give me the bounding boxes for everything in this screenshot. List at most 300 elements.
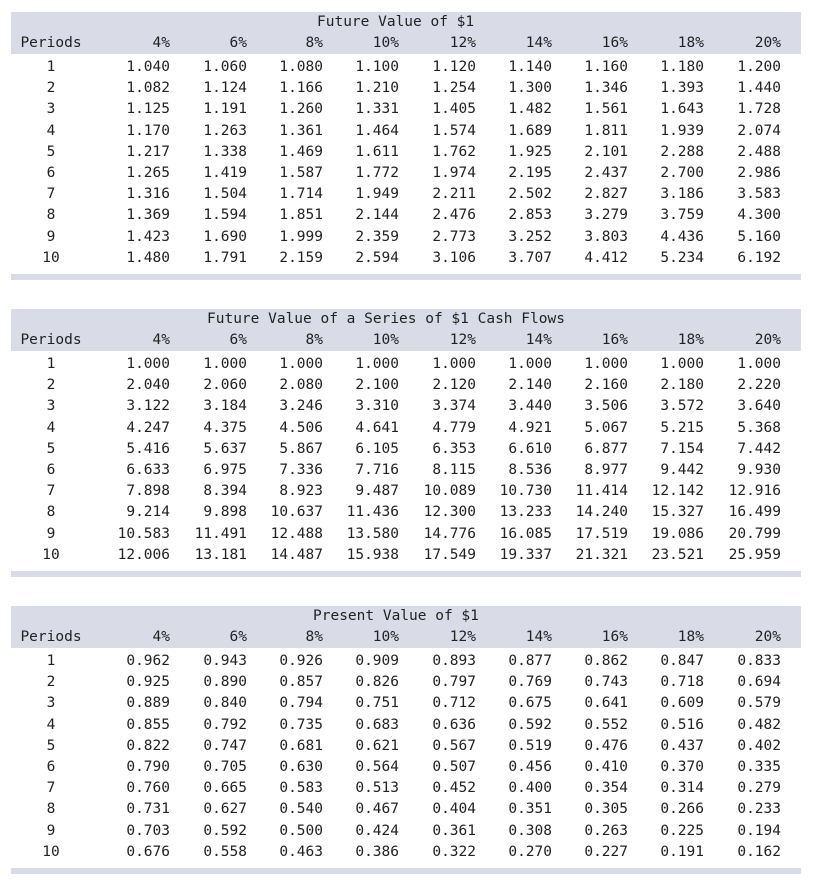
table-row bbox=[11, 395, 801, 416]
table-row bbox=[11, 523, 801, 544]
period-cell: 1 bbox=[46, 653, 56, 669]
value-cell: 1.338 bbox=[203, 143, 247, 160]
value-cell: 0.558 bbox=[203, 843, 247, 860]
value-cell: 5.067 bbox=[584, 419, 628, 436]
table-row bbox=[11, 183, 801, 204]
value-cell: 14.776 bbox=[423, 525, 476, 542]
value-cell: 0.833 bbox=[737, 653, 781, 669]
value-cell: 0.703 bbox=[126, 822, 170, 839]
value-cell: 2.101 bbox=[584, 143, 628, 160]
value-cell: 1.082 bbox=[126, 80, 170, 97]
value-cell: 1.728 bbox=[737, 101, 781, 118]
table-row bbox=[11, 544, 801, 565]
table-row bbox=[11, 162, 801, 183]
period-cell: 1 bbox=[46, 356, 56, 372]
value-cell: 3.583 bbox=[737, 186, 781, 203]
value-cell: 1.166 bbox=[279, 80, 323, 97]
value-cell: 1.561 bbox=[584, 101, 628, 118]
value-cell: 0.943 bbox=[203, 653, 247, 669]
value-cell: 5.215 bbox=[660, 419, 704, 436]
period-cell: 7 bbox=[46, 780, 56, 797]
value-cell: 12.916 bbox=[728, 483, 781, 500]
value-cell: 0.676 bbox=[126, 843, 170, 860]
rate-header: 8% bbox=[305, 35, 323, 51]
value-cell: 0.279 bbox=[737, 780, 781, 797]
value-cell: 0.162 bbox=[737, 843, 781, 860]
value-cell: 4.247 bbox=[126, 419, 170, 436]
value-cell: 0.718 bbox=[660, 674, 704, 691]
value-cell: 12.006 bbox=[117, 546, 170, 563]
value-cell: 1.316 bbox=[126, 186, 170, 203]
value-cell: 6.353 bbox=[432, 440, 476, 457]
value-cell: 16.085 bbox=[499, 525, 552, 542]
value-cell: 1.140 bbox=[508, 59, 552, 75]
value-cell: 0.519 bbox=[508, 737, 552, 754]
value-cell: 1.060 bbox=[203, 59, 247, 75]
value-cell: 1.331 bbox=[355, 101, 399, 118]
value-cell: 5.368 bbox=[737, 419, 781, 436]
value-cell: 20.799 bbox=[728, 525, 781, 542]
table-row bbox=[11, 735, 801, 756]
value-cell: 0.227 bbox=[584, 843, 628, 860]
table-title bbox=[11, 12, 801, 32]
value-cell: 8.115 bbox=[432, 461, 476, 478]
value-cell: 1.260 bbox=[279, 101, 323, 118]
period-cell: 6 bbox=[46, 461, 56, 478]
value-cell: 2.288 bbox=[660, 143, 704, 160]
rate-header: 20% bbox=[754, 332, 781, 348]
value-cell: 2.502 bbox=[508, 186, 552, 203]
period-cell: 7 bbox=[46, 483, 56, 500]
period-cell: 3 bbox=[46, 398, 56, 415]
value-cell: 1.594 bbox=[203, 207, 247, 224]
table-row bbox=[11, 777, 801, 798]
value-cell: 17.549 bbox=[423, 546, 476, 563]
value-cell: 0.731 bbox=[126, 801, 170, 818]
value-cell: 1.480 bbox=[126, 249, 170, 266]
rate-header: 8% bbox=[305, 629, 323, 645]
value-cell: 4.779 bbox=[432, 419, 476, 436]
rate-header: 6% bbox=[229, 332, 247, 348]
value-cell: 9.442 bbox=[660, 461, 704, 478]
value-cell: 0.857 bbox=[279, 674, 323, 691]
value-cell: 1.000 bbox=[355, 356, 399, 372]
value-cell: 11.491 bbox=[194, 525, 247, 542]
value-cell: 0.513 bbox=[355, 780, 399, 797]
period-cell: 7 bbox=[46, 186, 56, 203]
value-cell: 1.124 bbox=[203, 80, 247, 97]
value-cell: 12.300 bbox=[423, 504, 476, 521]
period-cell: 6 bbox=[46, 758, 56, 775]
value-cell: 5.160 bbox=[737, 228, 781, 245]
value-cell: 1.000 bbox=[279, 356, 323, 372]
value-cell: 25.959 bbox=[728, 546, 781, 563]
value-cell: 1.405 bbox=[432, 101, 476, 118]
value-cell: 1.925 bbox=[508, 143, 552, 160]
value-cell: 6.877 bbox=[584, 440, 628, 457]
value-cell: 2.437 bbox=[584, 164, 628, 181]
value-cell: 1.423 bbox=[126, 228, 170, 245]
value-cell: 1.689 bbox=[508, 122, 552, 139]
value-cell: 0.516 bbox=[660, 716, 704, 733]
value-cell: 0.855 bbox=[126, 716, 170, 733]
value-cell: 0.592 bbox=[508, 716, 552, 733]
value-cell: 0.191 bbox=[660, 843, 704, 860]
value-cell: 9.930 bbox=[737, 461, 781, 478]
value-cell: 1.643 bbox=[660, 101, 704, 118]
value-cell: 0.641 bbox=[584, 695, 628, 712]
value-cell: 14.487 bbox=[270, 546, 323, 563]
value-cell: 0.712 bbox=[432, 695, 476, 712]
rate-header: 4% bbox=[152, 332, 170, 348]
value-cell: 0.609 bbox=[660, 695, 704, 712]
value-cell: 0.840 bbox=[203, 695, 247, 712]
periods-header: Periods bbox=[20, 629, 82, 645]
value-cell: 3.572 bbox=[660, 398, 704, 415]
value-cell: 0.862 bbox=[584, 653, 628, 669]
value-cell: 1.191 bbox=[203, 101, 247, 118]
value-cell: 2.986 bbox=[737, 164, 781, 181]
value-cell: 17.519 bbox=[575, 525, 628, 542]
value-cell: 14.240 bbox=[575, 504, 628, 521]
period-cell: 2 bbox=[46, 674, 56, 691]
value-cell: 1.361 bbox=[279, 122, 323, 139]
period-cell: 8 bbox=[46, 504, 56, 521]
table-row bbox=[11, 204, 801, 225]
value-cell: 0.583 bbox=[279, 780, 323, 797]
value-cell: 0.322 bbox=[432, 843, 476, 860]
value-cell: 0.760 bbox=[126, 780, 170, 797]
value-cell: 3.122 bbox=[126, 398, 170, 415]
present-value-table bbox=[11, 606, 801, 874]
value-cell: 6.105 bbox=[355, 440, 399, 457]
header-row bbox=[11, 329, 801, 351]
table-row bbox=[11, 56, 801, 77]
value-cell: 12.142 bbox=[651, 483, 704, 500]
value-cell: 3.640 bbox=[737, 398, 781, 415]
value-cell: 1.180 bbox=[660, 59, 704, 75]
value-cell: 0.890 bbox=[203, 674, 247, 691]
rate-header: 20% bbox=[754, 35, 781, 51]
value-cell: 8.923 bbox=[279, 483, 323, 500]
value-cell: 0.751 bbox=[355, 695, 399, 712]
value-cell: 1.000 bbox=[203, 356, 247, 372]
value-cell: 2.140 bbox=[508, 377, 552, 394]
value-cell: 10.637 bbox=[270, 504, 323, 521]
value-cell: 0.404 bbox=[432, 801, 476, 818]
value-cell: 0.705 bbox=[203, 758, 247, 775]
value-cell: 7.336 bbox=[279, 461, 323, 478]
value-cell: 1.160 bbox=[584, 59, 628, 75]
period-cell: 10 bbox=[42, 546, 60, 563]
value-cell: 21.321 bbox=[575, 546, 628, 563]
value-cell: 0.579 bbox=[737, 695, 781, 712]
value-cell: 2.220 bbox=[737, 377, 781, 394]
rate-header: 18% bbox=[677, 332, 704, 348]
value-cell: 7.154 bbox=[660, 440, 704, 457]
value-cell: 0.482 bbox=[737, 716, 781, 733]
value-cell: 1.811 bbox=[584, 122, 628, 139]
value-cell: 2.160 bbox=[584, 377, 628, 394]
period-cell: 2 bbox=[46, 80, 56, 97]
value-cell: 1.772 bbox=[355, 164, 399, 181]
period-cell: 9 bbox=[46, 525, 56, 542]
table-row bbox=[11, 671, 801, 692]
value-cell: 0.630 bbox=[279, 758, 323, 775]
value-cell: 2.195 bbox=[508, 164, 552, 181]
value-cell: 3.106 bbox=[432, 249, 476, 266]
value-cell: 3.803 bbox=[584, 228, 628, 245]
value-cell: 0.909 bbox=[355, 653, 399, 669]
period-cell: 2 bbox=[46, 377, 56, 394]
value-cell: 1.254 bbox=[432, 80, 476, 97]
value-cell: 1.000 bbox=[584, 356, 628, 372]
periods-header: Periods bbox=[20, 332, 82, 348]
table-row bbox=[11, 98, 801, 119]
value-cell: 1.469 bbox=[279, 143, 323, 160]
rate-header: 6% bbox=[229, 35, 247, 51]
value-cell: 13.580 bbox=[346, 525, 399, 542]
period-cell: 8 bbox=[46, 801, 56, 818]
value-cell: 3.440 bbox=[508, 398, 552, 415]
value-cell: 1.125 bbox=[126, 101, 170, 118]
value-cell: 13.233 bbox=[499, 504, 552, 521]
value-cell: 0.225 bbox=[660, 822, 704, 839]
table-row bbox=[11, 247, 801, 268]
value-cell: 1.120 bbox=[432, 59, 476, 75]
table-title-text: Future Value of $1 bbox=[317, 14, 475, 30]
value-cell: 11.436 bbox=[346, 504, 399, 521]
value-cell: 1.200 bbox=[737, 59, 781, 75]
table-row bbox=[11, 756, 801, 777]
value-cell: 2.700 bbox=[660, 164, 704, 181]
value-cell: 1.170 bbox=[126, 122, 170, 139]
value-cell: 12.488 bbox=[270, 525, 323, 542]
value-cell: 1.440 bbox=[737, 80, 781, 97]
value-cell: 0.402 bbox=[737, 737, 781, 754]
value-cell: 0.797 bbox=[432, 674, 476, 691]
value-cell: 0.794 bbox=[279, 695, 323, 712]
value-cell: 0.424 bbox=[355, 822, 399, 839]
value-cell: 11.414 bbox=[575, 483, 628, 500]
value-cell: 0.467 bbox=[355, 801, 399, 818]
rate-header: 12% bbox=[449, 35, 476, 51]
rate-header: 10% bbox=[372, 35, 399, 51]
value-cell: 0.747 bbox=[203, 737, 247, 754]
value-cell: 0.463 bbox=[279, 843, 323, 860]
future-value-table bbox=[11, 12, 801, 280]
period-cell: 10 bbox=[42, 249, 60, 266]
period-cell: 3 bbox=[46, 695, 56, 712]
rate-header: 10% bbox=[372, 629, 399, 645]
value-cell: 0.354 bbox=[584, 780, 628, 797]
value-cell: 1.762 bbox=[432, 143, 476, 160]
value-cell: 0.194 bbox=[737, 822, 781, 839]
table-row bbox=[11, 501, 801, 522]
rate-header: 14% bbox=[525, 629, 552, 645]
table-divider bbox=[11, 274, 801, 280]
rate-header: 16% bbox=[601, 35, 628, 51]
value-cell: 0.361 bbox=[432, 822, 476, 839]
value-cell: 2.144 bbox=[355, 207, 399, 224]
rate-header: 12% bbox=[449, 332, 476, 348]
value-cell: 7.442 bbox=[737, 440, 781, 457]
table-row bbox=[11, 417, 801, 438]
value-cell: 9.214 bbox=[126, 504, 170, 521]
value-cell: 0.314 bbox=[660, 780, 704, 797]
period-cell: 5 bbox=[46, 440, 56, 457]
table-title bbox=[11, 606, 801, 626]
value-cell: 1.000 bbox=[432, 356, 476, 372]
value-cell: 6.192 bbox=[737, 249, 781, 266]
value-cell: 3.759 bbox=[660, 207, 704, 224]
value-cell: 0.400 bbox=[508, 780, 552, 797]
value-cell: 1.265 bbox=[126, 164, 170, 181]
value-cell: 2.853 bbox=[508, 207, 552, 224]
value-cell: 9.487 bbox=[355, 483, 399, 500]
period-cell: 6 bbox=[46, 164, 56, 181]
value-cell: 1.851 bbox=[279, 207, 323, 224]
value-cell: 0.925 bbox=[126, 674, 170, 691]
rate-header: 4% bbox=[152, 629, 170, 645]
value-cell: 1.000 bbox=[126, 356, 170, 372]
period-cell: 9 bbox=[46, 228, 56, 245]
value-cell: 3.506 bbox=[584, 398, 628, 415]
table-row bbox=[11, 141, 801, 162]
value-cell: 3.184 bbox=[203, 398, 247, 415]
value-cell: 5.234 bbox=[660, 249, 704, 266]
value-cell: 0.437 bbox=[660, 737, 704, 754]
value-cell: 0.847 bbox=[660, 653, 704, 669]
value-cell: 1.210 bbox=[355, 80, 399, 97]
table-row bbox=[11, 841, 801, 862]
value-cell: 2.211 bbox=[432, 186, 476, 203]
period-cell: 10 bbox=[42, 843, 60, 860]
value-cell: 1.217 bbox=[126, 143, 170, 160]
value-cell: 2.488 bbox=[737, 143, 781, 160]
value-cell: 1.393 bbox=[660, 80, 704, 97]
value-cell: 0.743 bbox=[584, 674, 628, 691]
value-cell: 0.540 bbox=[279, 801, 323, 818]
value-cell: 3.186 bbox=[660, 186, 704, 203]
value-cell: 1.504 bbox=[203, 186, 247, 203]
value-cell: 0.889 bbox=[126, 695, 170, 712]
value-cell: 0.410 bbox=[584, 758, 628, 775]
value-cell: 8.394 bbox=[203, 483, 247, 500]
value-cell: 0.308 bbox=[508, 822, 552, 839]
value-cell: 0.694 bbox=[737, 674, 781, 691]
table-row bbox=[11, 650, 801, 671]
value-cell: 1.080 bbox=[279, 59, 323, 75]
value-cell: 4.375 bbox=[203, 419, 247, 436]
value-cell: 4.921 bbox=[508, 419, 552, 436]
table-divider bbox=[11, 868, 801, 874]
rate-header: 4% bbox=[152, 35, 170, 51]
value-cell: 5.637 bbox=[203, 440, 247, 457]
value-cell: 2.827 bbox=[584, 186, 628, 203]
rate-header: 18% bbox=[677, 35, 704, 51]
value-cell: 0.826 bbox=[355, 674, 399, 691]
future-value-series-table bbox=[11, 309, 801, 577]
table-divider bbox=[11, 571, 801, 577]
value-cell: 15.327 bbox=[651, 504, 704, 521]
value-cell: 16.499 bbox=[728, 504, 781, 521]
value-cell: 0.233 bbox=[737, 801, 781, 818]
value-cell: 0.675 bbox=[508, 695, 552, 712]
table-row bbox=[11, 120, 801, 141]
value-cell: 0.476 bbox=[584, 737, 628, 754]
period-cell: 8 bbox=[46, 207, 56, 224]
table-row bbox=[11, 820, 801, 841]
period-cell: 3 bbox=[46, 101, 56, 118]
value-cell: 2.040 bbox=[126, 377, 170, 394]
value-cell: 23.521 bbox=[651, 546, 704, 563]
value-cell: 2.080 bbox=[279, 377, 323, 394]
rate-header: 14% bbox=[525, 332, 552, 348]
value-cell: 13.181 bbox=[194, 546, 247, 563]
value-cell: 4.412 bbox=[584, 249, 628, 266]
value-cell: 7.898 bbox=[126, 483, 170, 500]
value-cell: 0.351 bbox=[508, 801, 552, 818]
value-cell: 1.791 bbox=[203, 249, 247, 266]
value-cell: 2.594 bbox=[355, 249, 399, 266]
value-cell: 1.482 bbox=[508, 101, 552, 118]
rate-header: 18% bbox=[677, 629, 704, 645]
value-cell: 0.627 bbox=[203, 801, 247, 818]
value-cell: 1.939 bbox=[660, 122, 704, 139]
value-cell: 0.683 bbox=[355, 716, 399, 733]
value-cell: 4.641 bbox=[355, 419, 399, 436]
rate-header: 6% bbox=[229, 629, 247, 645]
value-cell: 1.587 bbox=[279, 164, 323, 181]
table-row bbox=[11, 353, 801, 374]
value-cell: 5.416 bbox=[126, 440, 170, 457]
rate-header: 14% bbox=[525, 35, 552, 51]
value-cell: 19.337 bbox=[499, 546, 552, 563]
table-row bbox=[11, 714, 801, 735]
value-cell: 19.086 bbox=[651, 525, 704, 542]
value-cell: 1.300 bbox=[508, 80, 552, 97]
value-cell: 1.000 bbox=[660, 356, 704, 372]
value-cell: 0.636 bbox=[432, 716, 476, 733]
table-row bbox=[11, 77, 801, 98]
value-cell: 8.977 bbox=[584, 461, 628, 478]
table-row bbox=[11, 374, 801, 395]
table-row bbox=[11, 692, 801, 713]
period-cell: 4 bbox=[46, 419, 56, 436]
value-cell: 1.690 bbox=[203, 228, 247, 245]
value-cell: 3.279 bbox=[584, 207, 628, 224]
value-cell: 10.089 bbox=[423, 483, 476, 500]
value-cell: 1.263 bbox=[203, 122, 247, 139]
value-cell: 1.000 bbox=[508, 356, 552, 372]
value-cell: 15.938 bbox=[346, 546, 399, 563]
value-cell: 0.962 bbox=[126, 653, 170, 669]
value-cell: 2.180 bbox=[660, 377, 704, 394]
value-cell: 0.266 bbox=[660, 801, 704, 818]
value-cell: 3.252 bbox=[508, 228, 552, 245]
table-row bbox=[11, 798, 801, 819]
value-cell: 0.790 bbox=[126, 758, 170, 775]
value-cell: 1.714 bbox=[279, 186, 323, 203]
value-cell: 2.476 bbox=[432, 207, 476, 224]
period-cell: 5 bbox=[46, 737, 56, 754]
value-cell: 9.898 bbox=[203, 504, 247, 521]
value-cell: 1.040 bbox=[126, 59, 170, 75]
value-cell: 0.735 bbox=[279, 716, 323, 733]
value-cell: 0.456 bbox=[508, 758, 552, 775]
value-cell: 0.507 bbox=[432, 758, 476, 775]
